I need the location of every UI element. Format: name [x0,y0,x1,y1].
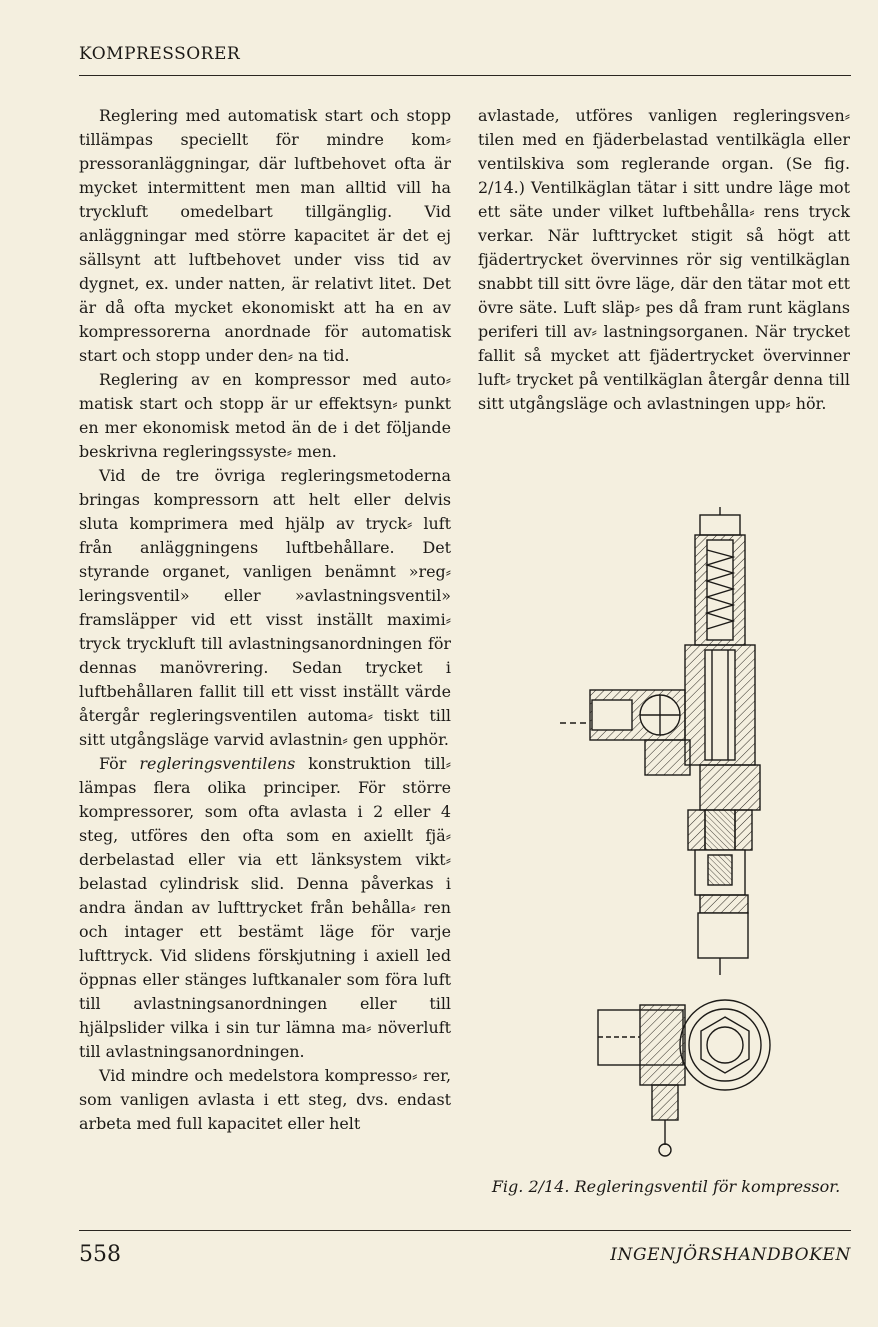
paragraph: Reglering av en kompressor med auto⸗ matisk start och stopp är ur effektsyn⸗ punkt en mer ekonomisk metod än de i det följande beskrivna regleringssyste⸗ men. [79,370,451,461]
valve-drawing [560,505,790,1165]
footer-rule [79,1230,851,1231]
left-column [79,104,451,1136]
paragraph: Reglering med automatisk start och stopp tillämpas speciellt för mindre kom⸗ pressoranläggningar, där luftbehovet ofta är mycket intermittent men man alltid vill ha tryckluft omedelbart tillgänglig. Vid anläggningar med större kapacitet är det ej sällsynt att luftbehovet under viss tid av dygnet, ex. under natten, är relativt litet. Det är då ofta mycket ekonomiskt att ha en av kompressorerna anordnade för automatisk start och stopp under den⸗ na tid. [79,106,451,365]
paragraph-lead: För [99,754,140,773]
paragraph: Vid mindre och medelstora kompresso⸗ rer, som vanligen avlasta i ett steg, dvs. endast arbeta med full kapacitet eller helt [79,1066,451,1133]
paragraph [79,752,451,1064]
paragraph-rest: konstruktion till⸗ lämpas flera olika principer. För större kompressorer, som ofta avlasta i 2 eller 4 steg, utföres den ofta som en axiellt fjä⸗ derbelastad eller via ett länksystem vikt⸗ belastad cylindrisk slid. Denna påverkas i andra ändan av lufttrycket från behålla⸗ ren och intager ett bestämt läge för varje lufttryck. Vid slidens förskjutning i axiell led öppnas eller stänges luftkanaler som föra luft till avlastningsanordningen eller till hjälpslider vilka i sin tur lämna ma⸗ növerluft till avlastningsanordningen. [79,754,451,1061]
figure-caption: Fig. 2/14. Regleringsventil för kompressor. [491,1177,841,1196]
page-number: 558 [79,1242,121,1267]
emphasis-term: regleringsventilens [139,754,296,773]
book-title: INGENJÖRSHANDBOKEN [610,1245,851,1265]
paragraph: avlastade, utföres vanligen regleringsven⸗ tilen med en fjäderbelastad ventilkägla eller ventilskiva som reglerande organ. (Se fig. 2/14.) Ventilkäglan tätar i sitt undre läge mot ett säte under vilket luftbehålla⸗ rens tryck verkar. När lufttrycket stigit så högt att fjädertrycket övervinnes rör sig ventilkäglan snabbt till sitt övre läge, där den tätar mot ett övre säte. Luft släp⸗ pes då fram runt käglans periferi till av⸗ lastningsorganen. När trycket fallit så mycket att fjädertrycket övervinner luft⸗ trycket på ventilkäglan återgår denna till sitt utgångsläge och avlastningen upp⸗ hör. [478,106,850,413]
right-column [478,104,850,416]
running-header: KOMPRESSORER [79,44,241,64]
paragraph: Vid de tre övriga regleringsmetoderna bringas kompressorn att helt eller delvis sluta komprimera med hjälp av tryck⸗ luft från anläggningens luftbehållare. Det styrande organet, vanligen benämnt »reg⸗ leringsventil» eller »avlastningsventil» framsläpper vid ett visst inställt maximi⸗ tryck tryckluft till avlastningsanordningen för dennas manövrering. Sedan trycket i luftbehållaren fallit till ett visst inställt värde återgår regleringsventilen automa⸗ tiskt till sitt utgångsläge varvid avlastnin⸗ gen upphör. [79,466,451,749]
header-rule [79,75,851,76]
